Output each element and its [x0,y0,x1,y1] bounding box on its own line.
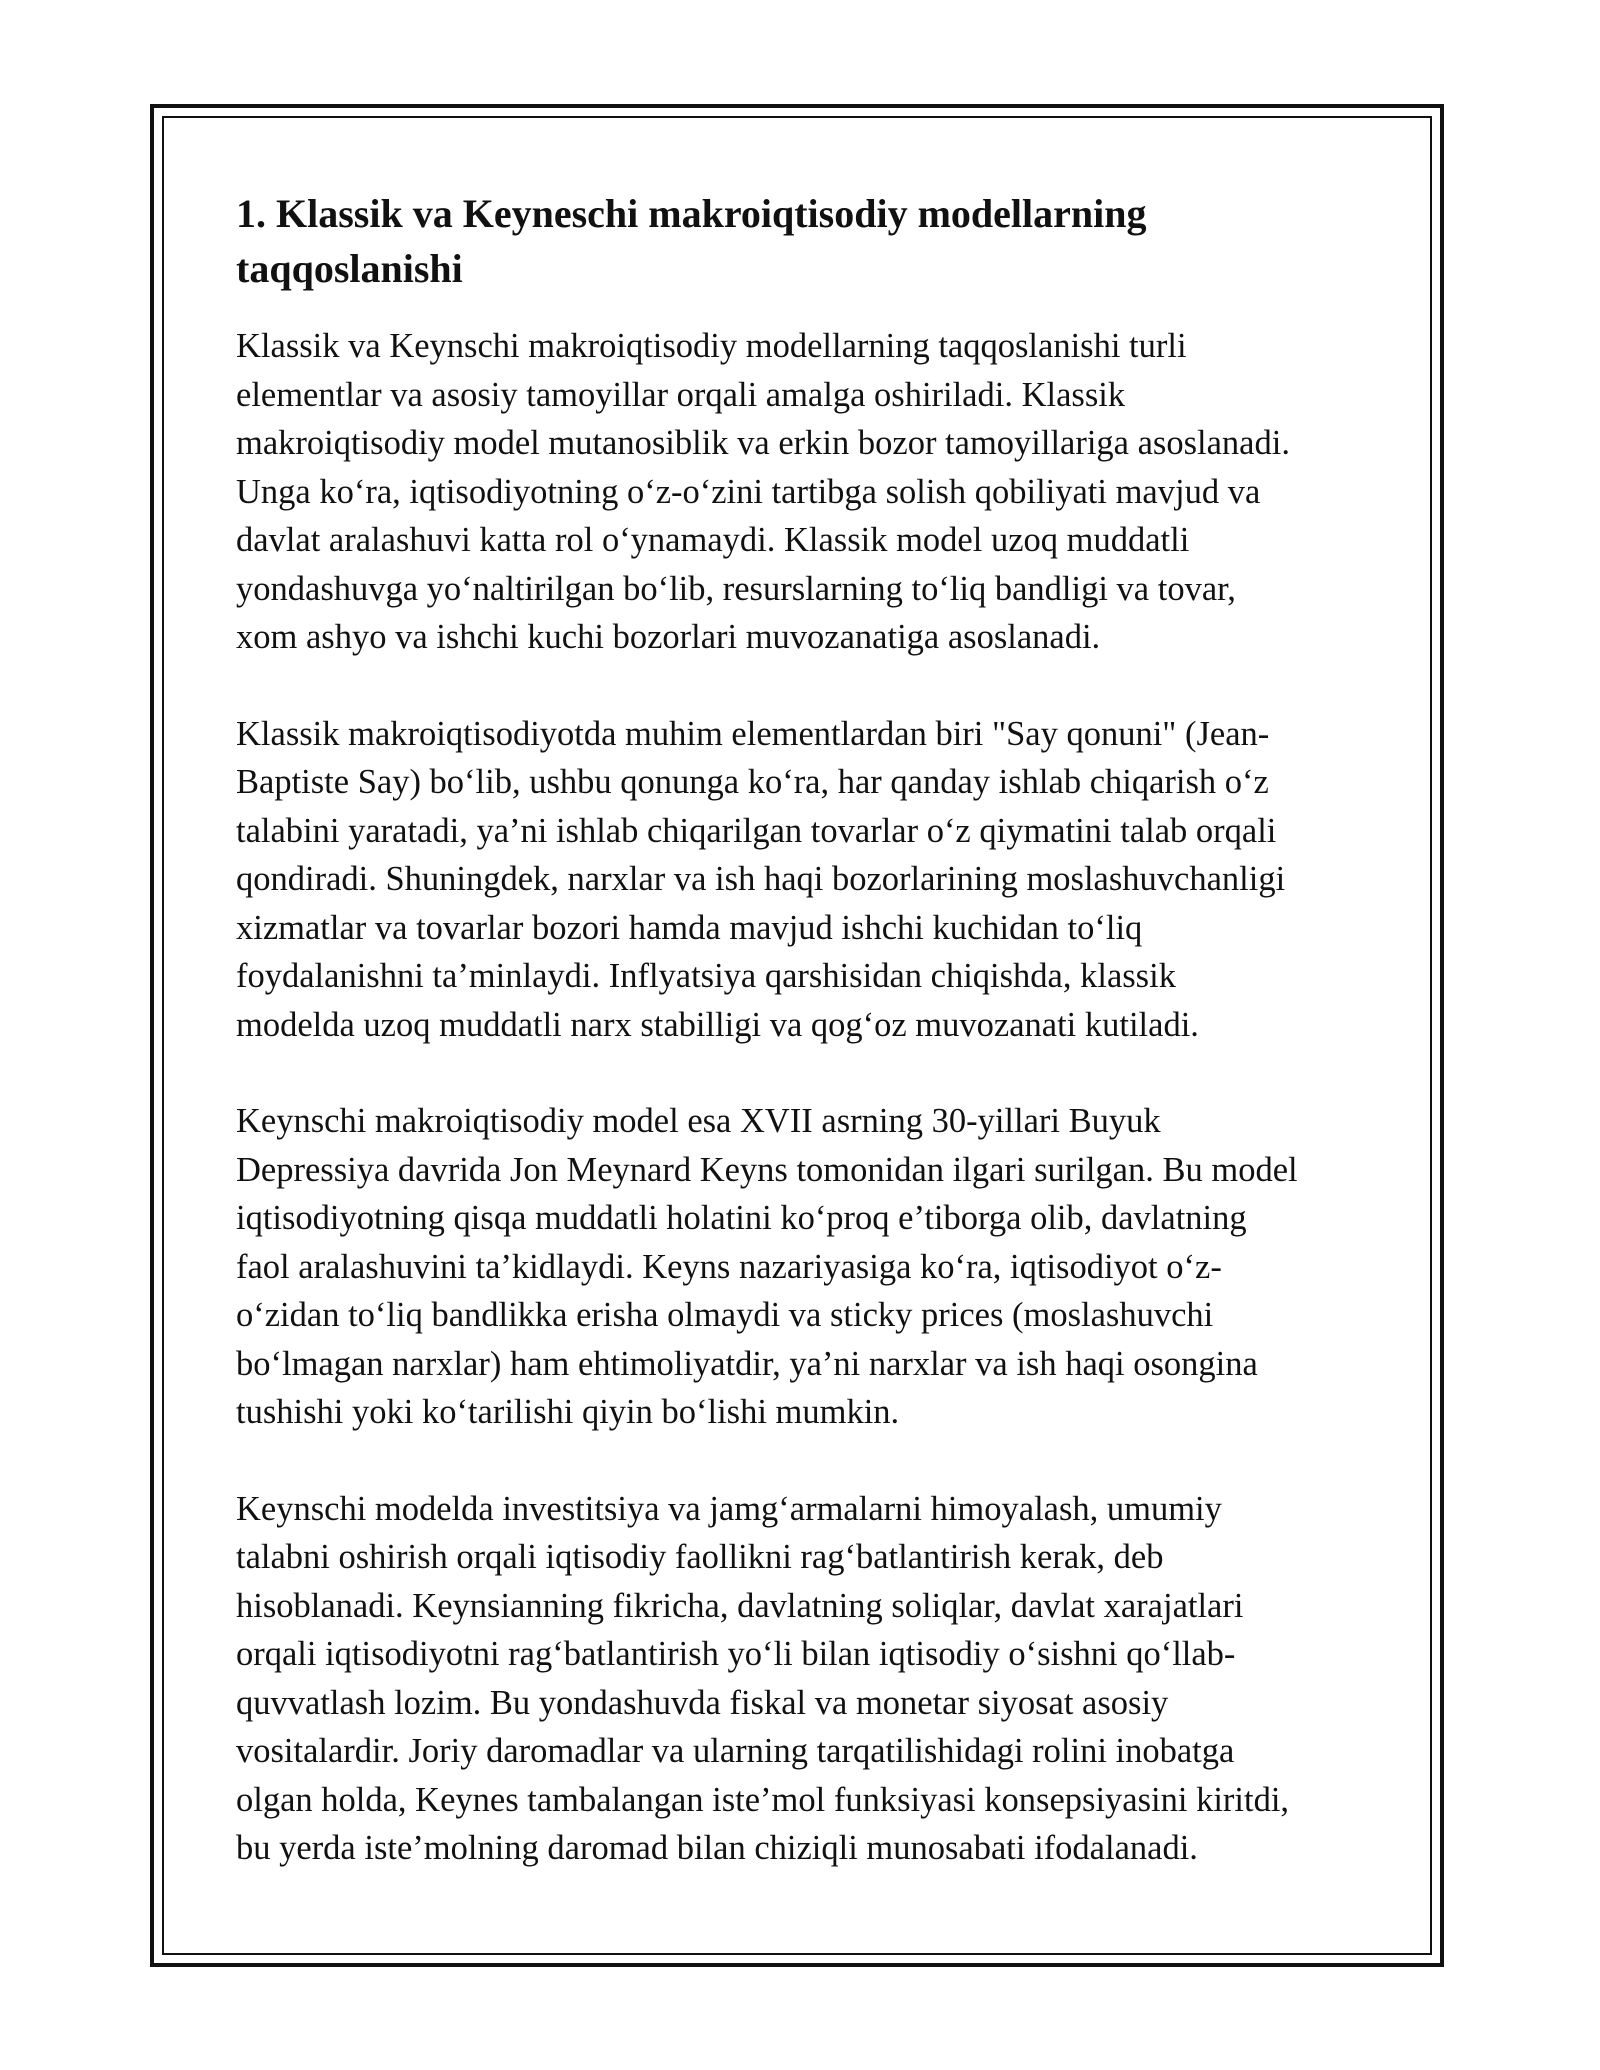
section-heading: 1. Klassik va Keyneschi makroiqtisodiy modellarning taqqoslanishi [236,191,1147,291]
paragraph-1: Klassik va Keynschi makroiqtisodiy modellarning taqqoslanishi turli elementlar va asosiy tamoyillar orqali amalga oshiriladi. Klassik makroiqtisodiy model mutanosiblik va erkin bozor tamoyillariga asoslanadi. Unga ko‘ra, iqtisodiyotning o‘z-o‘zini tartibga solish qobiliyati mavjud va davlat aralashuvi katta rol o‘ynamaydi. Klassik model uzoq muddatli yondashuvga yo‘naltirilgan bo‘lib, resurslarning to‘liq bandligi va tovar, xom ashyo va ishchi kuchi bozorlari muvozanatiga asoslanadi. [236,327,1290,656]
paragraph-3: Keynschi makroiqtisodiy model esa XVII asrning 30-yillari Buyuk Depressiya davrida Jon Meynard Keyns tomonidan ilgari surilgan. Bu model iqtisodiyotning qisqa muddatli holatini ko‘proq e’tiborga olib, davlatning faol aralashuvini ta’kidlaydi. Keyns nazariyasiga ko‘ra, iqtisodiyot o‘z- o‘zidan to‘liq bandlikka erisha olmaydi va sticky prices (moslashuvchi bo‘lmagan narxlar) ham ehtimoliyatdir, ya’ni narxlar va ish haqi osongina tushishi yoki ko‘tarilishi qiyin bo‘lishi mumkin. [236,1102,1298,1431]
paragraph-4: Keynschi modelda investitsiya va jamg‘armalarni himoyalash, umumiy talabni oshirish orqali iqtisodiy faollikni rag‘batlantirish kerak, deb hisoblanadi. Keynsianning fikricha, davlatning soliqlar, davlat xarajatlari orqali iqtisodiyotni rag‘batlantirish yo‘li bilan iqtisodiy o‘sishni qo‘llab- quvvatlash lozim. Bu yondashuvda fiskal va monetar siyosat asosiy vositalardir. Joriy daromadlar va ularning tarqatilishidagi rolini inobatga olgan holda, Keynes tambalangan iste’mol funksiyasi konsepsiyasini kiritdi, bu yerda iste’molning daromad bilan chiziqli munosabati ifodalanadi. [236,1489,1290,1867]
paragraph-2: Klassik makroiqtisodiyotda muhim elementlardan biri "Say qonuni" (Jean- Baptiste Say) bo‘lib, ushbu qonunga ko‘ra, har qanday ishlab chiqarish o‘z talabini yaratadi, ya’ni ishlab chiqarilgan tovarlar o‘z qiymatini talab orqali qondiradi. Shuningdek, narxlar va ish haqi bozorlarining moslashuvchanligi xizmatlar va tovarlar bozori hamda mavjud ishchi kuchidan to‘liq foydalanishni ta’minlaydi. Inflyatsiya qarshisidan chiqishda, klassik modelda uzoq muddatli narx stabilligi va qog‘oz muvozanati kutiladi. [236,714,1286,1044]
document-body [236,186,1368,1873]
